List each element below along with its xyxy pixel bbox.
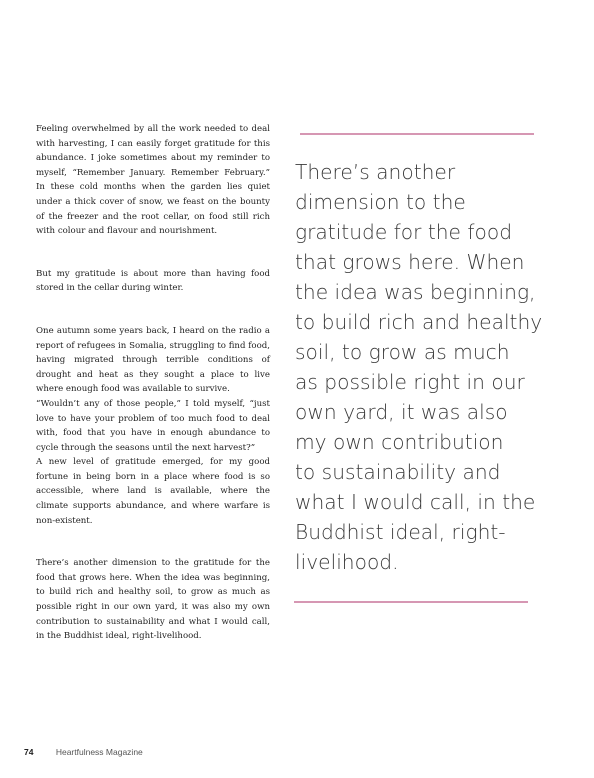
pull-quote-line: own yard, it was also [295, 400, 508, 424]
pull-quote-line: as possible right in our [295, 370, 525, 394]
pull-quote [295, 157, 545, 577]
pull-quote-bottom-rule [294, 601, 528, 603]
pull-quote-line: to build rich and healthy [295, 310, 543, 334]
pull-quote-line: soil, to grow as much [295, 340, 510, 364]
pull-quote-line: gratitude for the food [295, 220, 513, 244]
article-body [36, 122, 270, 644]
pull-quote-line: Buddhist ideal, right- [295, 520, 506, 544]
pull-quote-line: There’s another [295, 160, 456, 184]
body-paragraph: A new level of gratitude emerged, for my good fortune in being born in a place where food is so accessible, where land is available, where the climate supports abundance, and where warfare is non-existent. [36, 457, 270, 526]
body-paragraph: Feeling overwhelmed by all the work needed to deal with harvesting, I can easily forget gratitude for this abundance. I joke sometimes about my reminder to myself, “Remember January. Remember February.” In these cold months when the garden lies quiet under a thick cover of snow, we feast on the bounty of the freezer and the root cellar, on food still rich with colour and flavour and nourishment. [36, 124, 270, 237]
body-paragraph: One autumn some years back, I heard on the radio a report of refugees in Somalia, struggling to find food, having migrated through terrible conditions of drought and heat as they sought a place to live where enough food was available to survive. [36, 325, 270, 395]
pull-quote-line: the idea was beginning, [295, 280, 536, 304]
page-number: 74 [24, 747, 34, 757]
pull-quote-line: livelihood. [295, 550, 399, 574]
pull-quote-line: to sustainability and [295, 460, 501, 484]
page-footer [24, 747, 143, 757]
pull-quote-top-rule [300, 133, 534, 135]
pull-quote-line: that grows here. When [295, 250, 525, 274]
body-paragraph: There’s another dimension to the gratitude for the food that grows here. When the idea was beginning, to build rich and healthy soil, to grow as much as possible right in our own yard, it was also my own contribution to sustainability and what I would call, in the Buddhist ideal, right-livelihood. [36, 558, 270, 642]
publication-name: Heartfulness Magazine [55, 747, 143, 757]
pull-quote-line: my own contribution [295, 430, 504, 454]
pull-quote-line: what I would call, in the [295, 490, 536, 514]
body-paragraph: But my gratitude is about more than having food stored in the cellar during winter. [36, 268, 270, 294]
body-paragraph: “Wouldn’t any of those people,” I told myself, “just love to have your problem of too much food to deal with, food that you have in enough abundance to cycle through the seasons until the next harvest?” [36, 398, 270, 453]
pull-quote-line: dimension to the [295, 190, 466, 214]
